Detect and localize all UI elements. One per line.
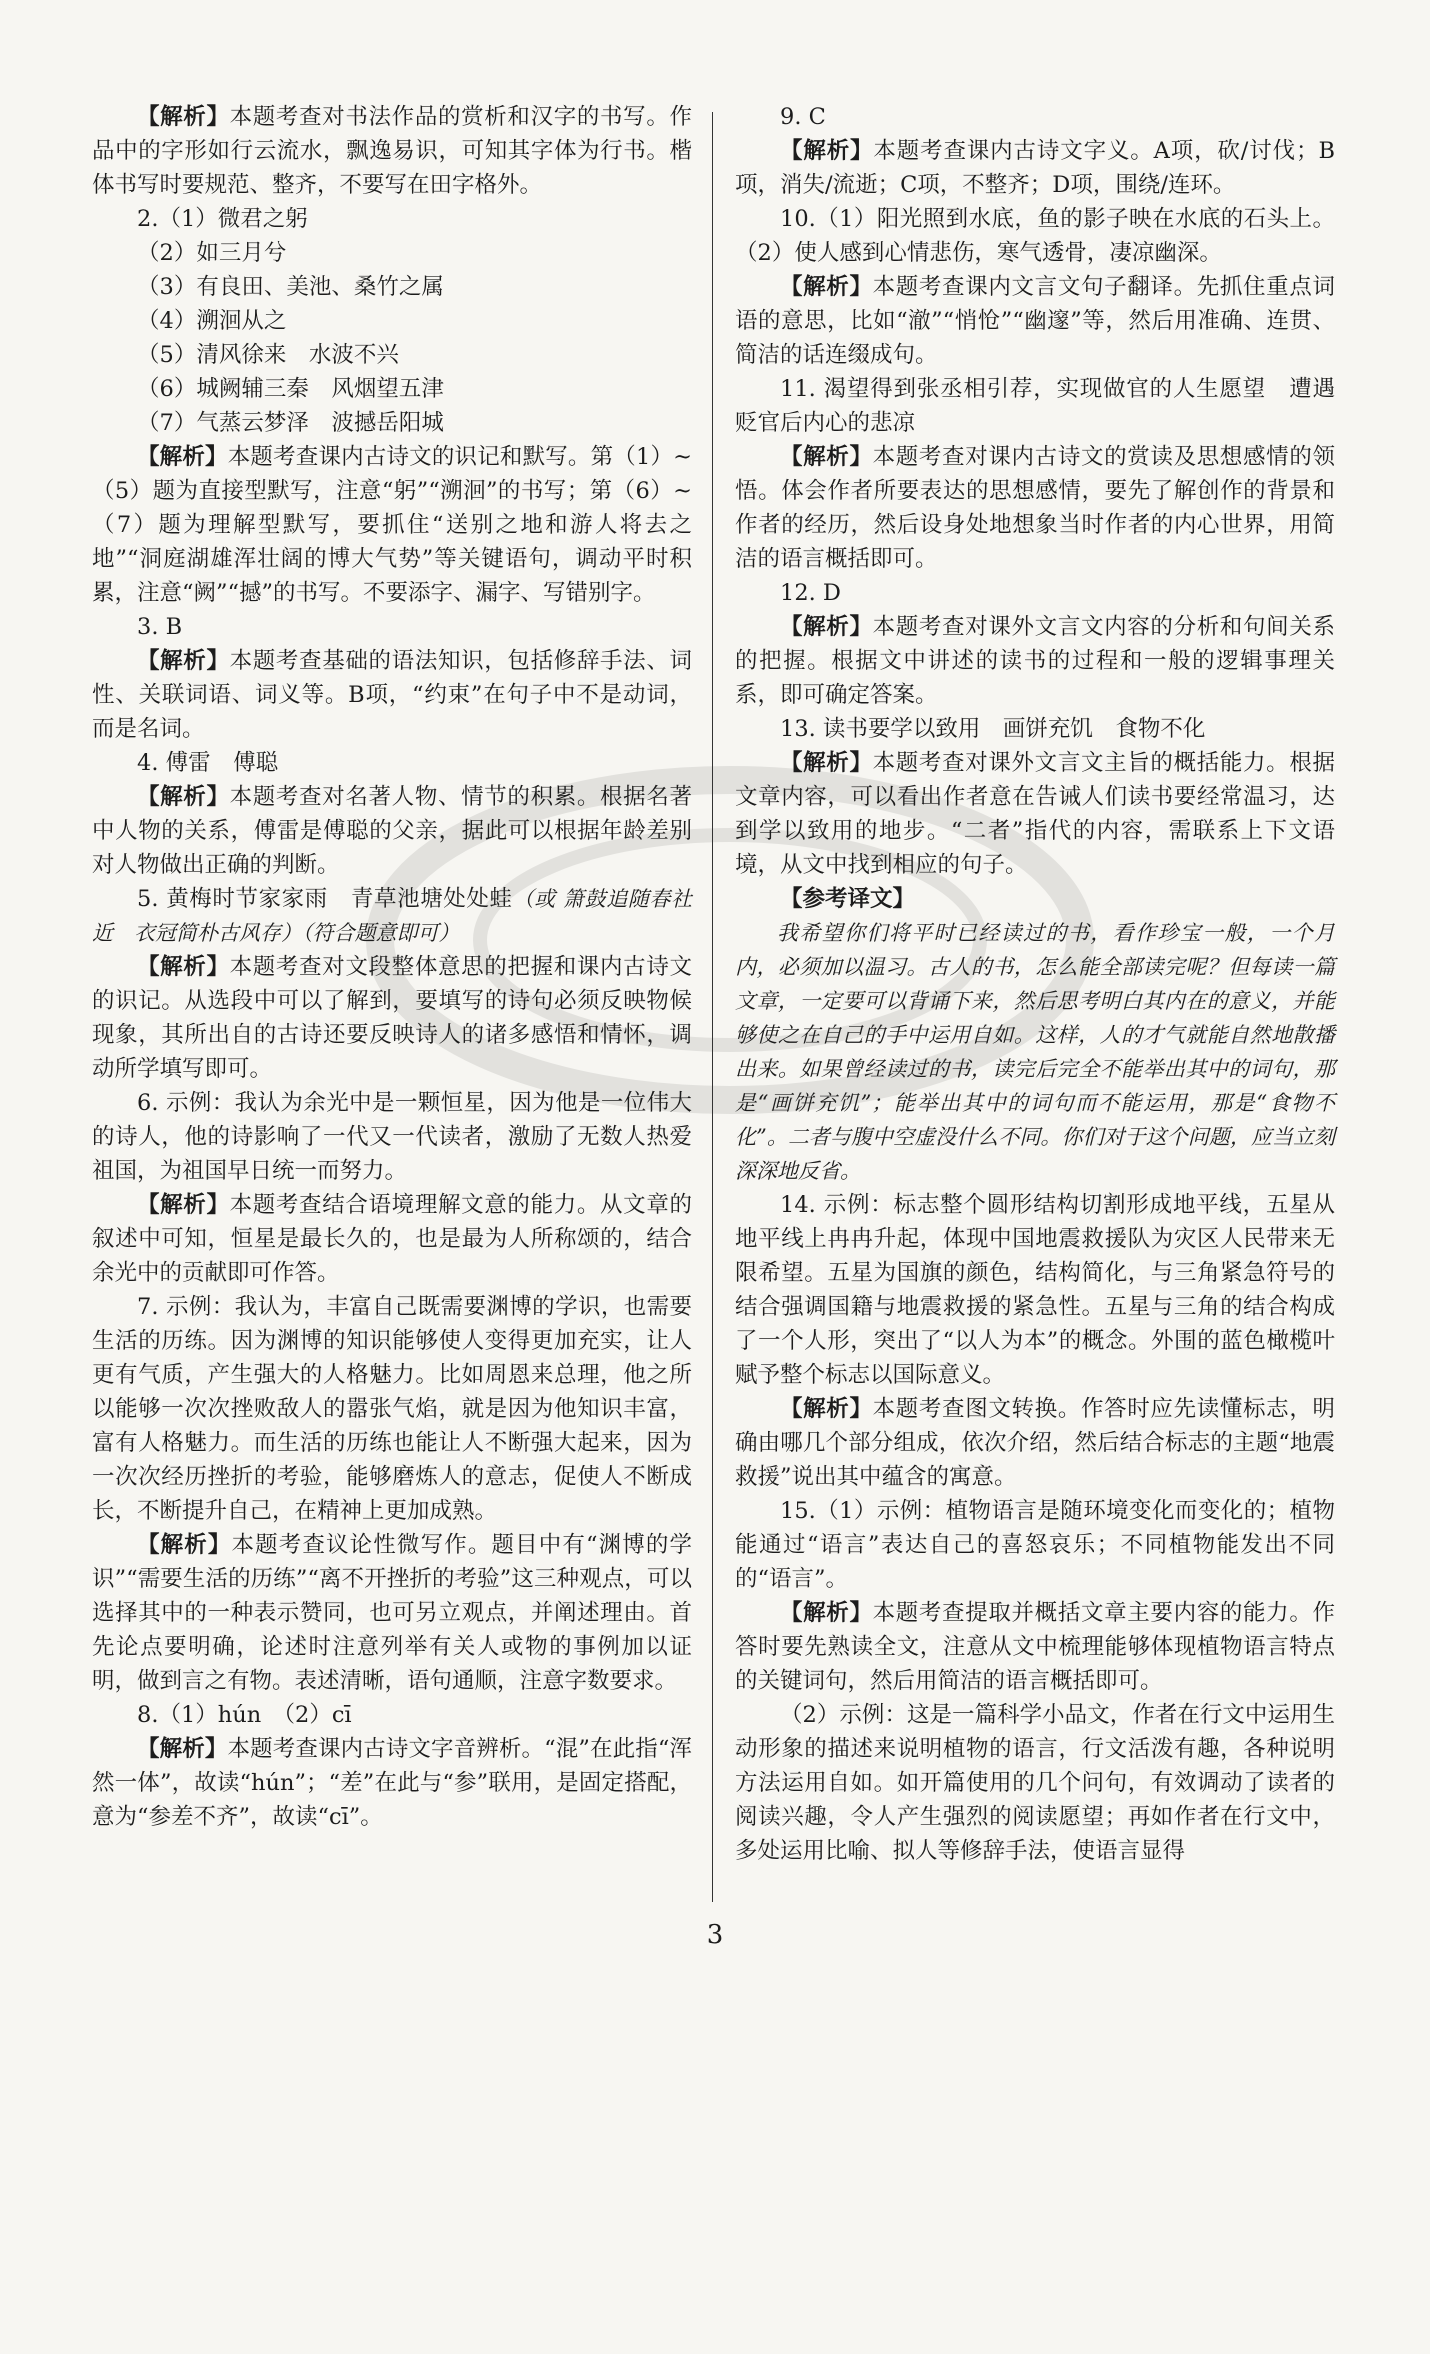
answer-line: （5）清风徐来 水波不兴 <box>137 342 399 368</box>
answer-paragraph <box>92 882 692 950</box>
analysis-text: 本题考查基础的语法知识，包括修辞手法、词性、关联词语、词义等。B项，“约束”在句子中不是动词，而是名词。 <box>92 648 692 742</box>
analysis-label: 【解析】 <box>137 1736 228 1762</box>
answer-line: 4. 傅雷 傅聪 <box>137 750 279 776</box>
analysis-paragraph <box>92 950 692 1086</box>
analysis-paragraph <box>735 270 1335 372</box>
reference-translation-text: 我希望你们将平时已经读过的书，看作珍宝一般，一个月内，必须加以温习。古人的书，怎么能全部读完呢？但每读一篇文章，一定要可以背诵下来，然后思考明白其内在的意义，并能够使之在自己的手中运用自如。这样，人的才气就能自然地散播出来。如果曾经读过的书，读完后完全不能举出其中的词句，那是“画饼充饥”；能举出其中的词句而不能运用，那是“食物不化”。二者与腹中空虚没什么不同。你们对于这个问题，应当立刻深深地反省。 <box>735 921 1335 1183</box>
answer-alternative: （或 箫鼓追随春社近 衣冠简朴古风存）（符合题意即可） <box>92 887 692 945</box>
analysis-text: 本题考查结合语境理解文意的能力。从文章的叙述中可知，恒星是最长久的，也是最为人所称颂的，结合余光中的贡献即可作答。 <box>92 1192 692 1286</box>
analysis-label: 【解析】 <box>780 274 873 300</box>
analysis-text: 本题考查课内古诗文字音辨析。“混”在此指“浑然一体”，故读“hún”；“差”在此与“参”联用，是固定搭配，意为“参差不齐”，故读“cī”。 <box>92 1736 692 1830</box>
analysis-text: 本题考查对名著人物、情节的积累。根据名著中人物的关系，傅雷是傅聪的父亲，据此可以根据年龄差别对人物做出正确的判断。 <box>92 784 692 878</box>
analysis-text: 本题考查课内古诗文字义。A项，砍/讨伐；B项，消失/流逝；C项，不整齐；D项，围绕/连环。 <box>735 138 1335 198</box>
analysis-paragraph <box>92 780 692 882</box>
left-column <box>92 100 692 1834</box>
page-number: 3 <box>706 1920 724 1950</box>
analysis-text: 本题考查对课内古诗文的赏读及思想感情的领悟。体会作者所要表达的思想感情，要先了解创作的背景和作者的经历，然后设身处地想象当时作者的内心世界，用简洁的语言概括即可。 <box>735 444 1335 572</box>
analysis-label: 【解析】 <box>137 444 228 470</box>
analysis-label: 【解析】 <box>137 1532 232 1558</box>
answer-line: （6）城阙辅三秦 风烟望五津 <box>137 376 444 402</box>
analysis-paragraph <box>92 644 692 746</box>
answer-line: （7）气蒸云梦泽 波撼岳阳城 <box>137 410 444 436</box>
analysis-label: 【解析】 <box>137 104 230 130</box>
analysis-label: 【解析】 <box>780 1396 873 1422</box>
analysis-paragraph <box>735 1392 1335 1494</box>
answer-line: （3）有良田、美池、桑竹之属 <box>137 274 444 300</box>
analysis-text: 本题考查对课外文言文主旨的概括能力。根据文章内容，可以看出作者意在告诫人们读书要经常温习，达到学以致用的地步。“二者”指代的内容，需联系上下文语境，从文中找到相应的句子。 <box>735 750 1335 878</box>
analysis-text: 本题考查课内文言文句子翻译。先抓住重点词语的意思，比如“澈”“悄怆”“幽邃”等，然后用准确、连贯、简洁的话连缀成句。 <box>735 274 1335 368</box>
analysis-paragraph <box>735 440 1335 576</box>
analysis-paragraph <box>735 134 1335 202</box>
analysis-text: 本题考查议论性微写作。题目中有“渊博的学识”“需要生活的历练”“离不开挫折的考验”这三种观点，可以选择其中的一种表示赞同，也可另立观点，并阐述理由。首先论点要明确，论述时注意列举有关人或物的事例加以证明，做到言之有物。表述清晰，语句通顺，注意字数要求。 <box>92 1532 692 1694</box>
answer-paragraph: （2）示例：这是一篇科学小品文，作者在行文中运用生动形象的描述来说明植物的语言，行文活泼有趣，各种说明方法运用自如。如开篇使用的几个问句，有效调动了读者的阅读兴趣，令人产生强烈的阅读愿望；再如作者在行文中，多处运用比喻、拟人等修辞手法，使语言显得 <box>735 1702 1335 1864</box>
analysis-text: 本题考查对文段整体意思的把握和课内古诗文的识记。从选段中可以了解到，要填写的诗句必须反映物候现象，其所出自的古诗还要反映诗人的诸多感悟和情怀，调动所学填写即可。 <box>92 954 692 1082</box>
analysis-label: 【解析】 <box>780 138 874 164</box>
analysis-paragraph <box>92 1188 692 1290</box>
answer-paragraph: 7. 示例：我认为，丰富自己既需要渊博的学识，也需要生活的历练。因为渊博的知识能够使人变得更加充实，让人更有气质，产生强大的人格魅力。比如周恩来总理，他之所以能够一次次挫败敌人的嚣张气焰，就是因为他知识丰富，富有人格魅力。而生活的历练也能让人不断强大起来，因为一次次经历挫折的考验，能够磨炼人的意志，促使人不断成长，不断提升自己，在精神上更加成熟。 <box>92 1294 692 1524</box>
reference-translation-title: 【参考译文】 <box>780 886 916 912</box>
answer-paragraph: 6. 示例：我认为余光中是一颗恒星，因为他是一位伟大的诗人，他的诗影响了一代又一代读者，激励了无数人热爱祖国，为祖国早日统一而努力。 <box>92 1090 692 1184</box>
answer-line: 8.（1）hún （2）cī <box>137 1702 352 1728</box>
analysis-text: 本题考查提取并概括文章主要内容的能力。作答时要先熟读全文，注意从文中梳理能够体现植物语言特点的关键词句，然后用简洁的语言概括即可。 <box>735 1600 1335 1694</box>
answer-text: 5. 黄梅时节家家雨 青草池塘处处蛙 <box>137 886 513 912</box>
column-divider <box>712 112 713 1902</box>
analysis-paragraph <box>92 440 692 610</box>
analysis-paragraph <box>735 610 1335 712</box>
analysis-label: 【解析】 <box>137 648 230 674</box>
analysis-label: 【解析】 <box>780 444 873 470</box>
analysis-paragraph <box>92 1528 692 1698</box>
analysis-text: 本题考查对课外文言文内容的分析和句间关系的把握。根据文中讲述的读书的过程和一般的逻辑事理关系，即可确定答案。 <box>735 614 1335 708</box>
answer-paragraph: 11. 渴望得到张丞相引荐，实现做官的人生愿望 遭遇贬官后内心的悲凉 <box>735 376 1335 436</box>
analysis-paragraph <box>92 100 692 202</box>
analysis-text: 本题考查对书法作品的赏析和汉字的书写。作品中的字形如行云流水，飘逸易识，可知其字体为行书。楷体书写时要规范、整齐，不要写在田字格外。 <box>92 104 692 198</box>
analysis-label: 【解析】 <box>780 614 873 640</box>
answer-line: （4）溯洄从之 <box>137 308 287 334</box>
analysis-paragraph <box>735 746 1335 882</box>
analysis-label: 【解析】 <box>137 954 230 980</box>
answer-line: （2）如三月兮 <box>137 240 287 266</box>
analysis-label: 【解析】 <box>780 1600 873 1626</box>
answer-paragraph: 15.（1）示例：植物语言是随环境变化而变化的；植物能通过“语言”表达自己的喜怒哀乐；不同植物能发出不同的“语言”。 <box>735 1498 1335 1592</box>
answer-paragraph: 14. 示例：标志整个圆形结构切割形成地平线，五星从地平线上冉冉升起，体现中国地震救援队为灾区人民带来无限希望。五星为国旗的颜色，结构简化，与三角紧急符号的结合强调国籍与地震救援的紧急性。五星与三角的结合构成了一个人形，突出了“以人为本”的概念。外围的蓝色橄榄叶赋予整个标志以国际意义。 <box>735 1192 1335 1388</box>
analysis-text: 本题考查图文转换。作答时应先读懂标志，明确由哪几个部分组成，依次介绍，然后结合标志的主题“地震救援”说出其中蕴含的寓意。 <box>735 1396 1335 1490</box>
answer-line: 13. 读书要学以致用 画饼充饥 食物不化 <box>780 716 1206 742</box>
analysis-paragraph <box>92 1732 692 1834</box>
answer-line: 9. C <box>780 104 826 130</box>
analysis-label: 【解析】 <box>137 1192 230 1218</box>
analysis-label: 【解析】 <box>137 784 230 810</box>
answer-line: 2.（1）微君之躬 <box>137 206 308 232</box>
analysis-label: 【解析】 <box>780 750 873 776</box>
analysis-text: 本题考查课内古诗文的识记和默写。第（1）~（5）题为直接型默写，注意“躬”“溯洄”的书写；第（6）~（7）题为理解型默写，要抓住“送别之地和游人将去之地”“洞庭湖雄浑壮阔的博大气势”等关键语句，调动平时积累，注意“阙”“撼”的书写。不要添字、漏字、写错别字。 <box>92 444 692 606</box>
answer-line: 3. B <box>137 614 183 640</box>
right-column <box>735 100 1335 1868</box>
answer-paragraph: 10.（1）阳光照到水底，鱼的影子映在水底的石头上。（2）使人感到心情悲伤，寒气透骨，凄凉幽深。 <box>735 206 1335 266</box>
answer-line: 12. D <box>780 580 841 606</box>
analysis-paragraph <box>735 1596 1335 1698</box>
